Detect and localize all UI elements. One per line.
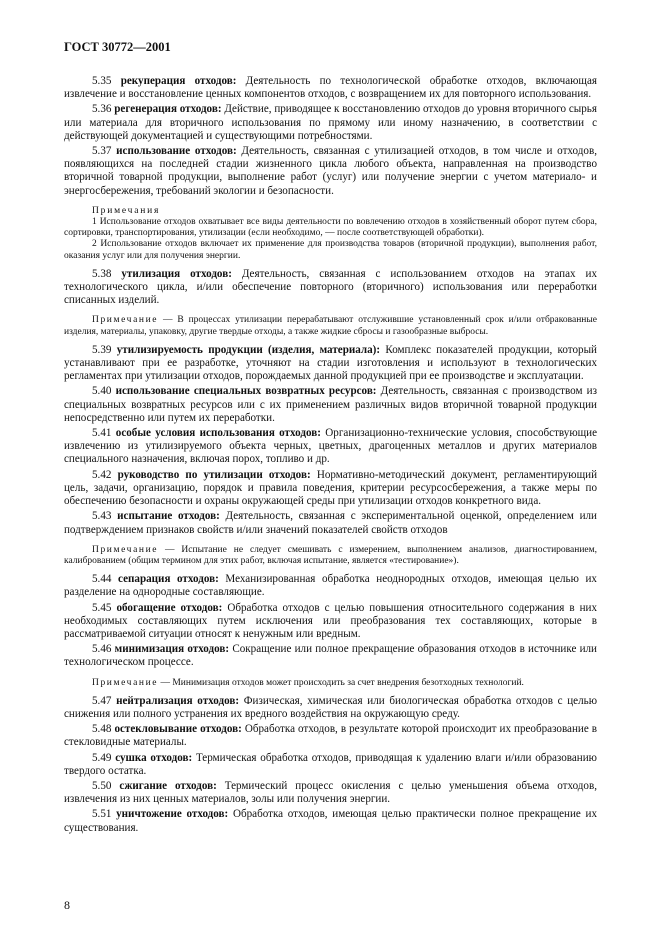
entry-term: минимизация отходов: <box>114 643 230 656</box>
entry-definition: Комплекс показателей продукции, который устанавливают при ее разработке, уточняют на стадии изготовления и используют в технологических регламентах при утилизации отходов, порождаемых данной продукцией при ее производстве и эксплуатации. <box>64 343 597 383</box>
entry-number: 5.38 <box>92 267 112 280</box>
entry-definition: Обработка отходов, имеющая целью практически полное прекращение их существования. <box>64 808 598 834</box>
entry-number: 5.41 <box>92 427 112 440</box>
term-entry-5-44 <box>64 573 597 599</box>
entry-number: 5.40 <box>92 385 112 398</box>
entry-term: руководство по утилизации отходов: <box>117 468 311 481</box>
term-entry-5-48 <box>64 723 597 749</box>
entry-term: рекуперация отходов: <box>120 75 237 87</box>
entry-term: испытание отходов: <box>117 510 220 523</box>
entry-term: уничтожение отходов: <box>116 808 229 821</box>
entry-definition: Обработка отходов, в результате которой происходит их преобразование в стекловидные материалы. <box>64 723 597 749</box>
entry-definition: Действие, приводящее к восстановлению отходов до уровня вторичного сырья или материала для вторичного использования по прямому или иному назначению, в соответствии с действующей документацией и существующими потребностями. <box>64 103 597 142</box>
note-heading: Примечания <box>92 205 161 216</box>
term-entry-5-45 <box>64 602 597 642</box>
entry-term: утилизируемость продукции (изделия, материала): <box>116 343 381 356</box>
document-header: ГОСТ 30772—2001 <box>64 40 171 54</box>
note-text: — Испытание не следует смешивать с измерением, выполнением анализов, диагностированием, калиброванием (общим термином для этих работ, включая испытание, является «тестирование»). <box>64 544 598 566</box>
term-entry-5-39 <box>64 344 597 384</box>
note-label: Примечание <box>92 315 159 326</box>
note-5-43 <box>64 545 597 567</box>
entry-definition: Деятельность, связанная с использованием отходов на этапах их технологического цикла, и/или обеспечение повторного (вторичного) использования или переработки списанных изделий. <box>64 267 597 307</box>
entry-number: 5.36 <box>92 103 112 116</box>
term-entry-5-42 <box>64 469 597 509</box>
entry-term: утилизация отходов: <box>121 267 232 280</box>
term-entry-5-50 <box>64 780 597 806</box>
entry-number: 5.45 <box>92 601 112 614</box>
entry-number: 5.50 <box>92 779 112 792</box>
page-number: 8 <box>64 898 70 912</box>
entry-number: 5.48 <box>92 723 112 736</box>
entry-number: 5.47 <box>92 694 112 707</box>
entry-definition: Деятельность по технологической обработке отходов, включающая извлечение и восстановление ценных компонентов отходов, с возвращением их для повторного использования. <box>64 75 597 101</box>
term-entry-5-40 <box>64 385 597 425</box>
entry-term: особые условия использования отходов: <box>115 427 321 440</box>
entry-term: сушка отходов: <box>115 751 193 764</box>
note-item-2: 2 Использование отходов включает их применение для производства товаров (вторичной продукции), выполнения работ, оказания услуг или для получения энергии. <box>64 239 597 261</box>
note-5-46 <box>64 678 597 689</box>
entry-number: 5.49 <box>92 751 112 764</box>
note-label: Примечание <box>92 544 159 555</box>
term-entry-5-41 <box>64 427 597 467</box>
entry-term: остекловывание отходов: <box>114 723 242 736</box>
term-entry-5-46 <box>64 643 597 669</box>
entry-definition: Деятельность, связанная с экспериментальной оценкой, определением или подтверждением признаков свойств и/или значений показателей свойств отходов <box>64 510 597 536</box>
note-label: Примечание <box>92 677 159 688</box>
entry-number: 5.46 <box>92 643 112 656</box>
note-item-1: 1 Использование отходов охватывает все виды деятельности по вовлечению отходов в хозяйственный оборот путем сбора, сортировки, транспортирования, утилизации (если необходимо, — после соответствующей обработки). <box>64 217 597 239</box>
entry-term: сепарация отходов: <box>118 573 219 586</box>
entry-definition: Сокращение или полное прекращение образования отходов в источнике или технологическом процессе. <box>64 643 597 669</box>
note-text: — Минимизация отходов может происходить за счет внедрения безотходных технологий. <box>160 677 524 688</box>
entry-number: 5.37 <box>92 145 112 158</box>
entry-definition: Механизированная обработка неоднородных отходов, имеющая целью их разделение на однородные составляющие. <box>64 573 597 599</box>
term-entry-5-37 <box>64 145 597 198</box>
entry-term: использование специальных возвратных ресурсов: <box>115 385 377 398</box>
entry-definition: Нормативно-методический документ, регламентирующий цель, задачи, организацию, порядок и правила поведения, критерии ресурсосбережения, а также меры по обеспечению безопасности и охраны окружающей среды при утилизации отходов конкретного вида. <box>64 468 598 508</box>
term-entry-5-38 <box>64 268 597 308</box>
entry-number: 5.42 <box>92 468 112 481</box>
term-entry-5-51 <box>64 808 597 834</box>
entry-number: 5.43 <box>92 510 112 523</box>
entry-number: 5.51 <box>92 808 112 821</box>
entry-definition: Деятельность, связанная с утилизацией отходов, в том числе и отходов, появляющихся на последней стадии жизненного цикла любого объекта, направленная на производство вторичной товарной продукции, выполнение работ (услуг) или получение энергии с учетом материало- и энергосбережения, требований экологии и безопасности. <box>64 145 597 197</box>
term-entry-5-43 <box>64 510 597 536</box>
entry-definition: Термическая обработка отходов, приводящая к удалению влаги и/или образованию твердого остатка. <box>64 751 597 777</box>
entry-term: сжигание отходов: <box>119 779 217 792</box>
entry-term: обогащение отходов: <box>116 601 223 614</box>
entry-definition: Деятельность, связанная с производством из специальных возвратных ресурсов или с их применением различных видов вторичной товарной продукции непосредственно или путем их переработки. <box>64 385 597 424</box>
term-entry-5-35 <box>64 75 597 101</box>
note-5-38 <box>64 315 597 337</box>
entry-number: 5.39 <box>92 343 112 356</box>
term-entry-5-36 <box>64 103 597 143</box>
term-entry-5-47 <box>64 695 597 721</box>
entry-definition: Физическая, химическая или биологическая обработка отходов с целью снижения или полного устранения их вредного воздействия на окружающую среду. <box>64 694 597 720</box>
entry-term: нейтрализация отходов: <box>116 694 240 707</box>
term-entry-5-49 <box>64 752 597 778</box>
note-5-37 <box>64 206 597 262</box>
entry-definition: Обработка отходов с целью повышения относительного содержания в них необходимых составляющих путем исключения или преобразования тех составляющих, которые в рассматриваемой ситуации относят к ненужным или вредным. <box>64 601 598 640</box>
entry-definition: Термический процесс окисления с целью уменьшения объема отходов, извлечения из них ценных материалов, золы или получения энергии. <box>64 779 597 806</box>
entry-term: использование отходов: <box>116 145 237 158</box>
note-text: — В процессах утилизации перерабатывают отслужившие установленный срок и/или отбракованные изделия, материалы, упаковку, другие твердые отходы, а также жидкие сбросы и газообразные выбросы. <box>64 315 597 337</box>
entry-definition: Организационно-технические условия, способствующие извлечению из утилизируемого объекта черных, цветных, драгоценных металлов и других материалов специального назначения, включая порох, топливо и др. <box>64 427 598 466</box>
entry-number: 5.35 <box>92 75 112 87</box>
entry-term: регенерация отходов: <box>114 103 222 116</box>
entry-number: 5.44 <box>92 573 112 586</box>
